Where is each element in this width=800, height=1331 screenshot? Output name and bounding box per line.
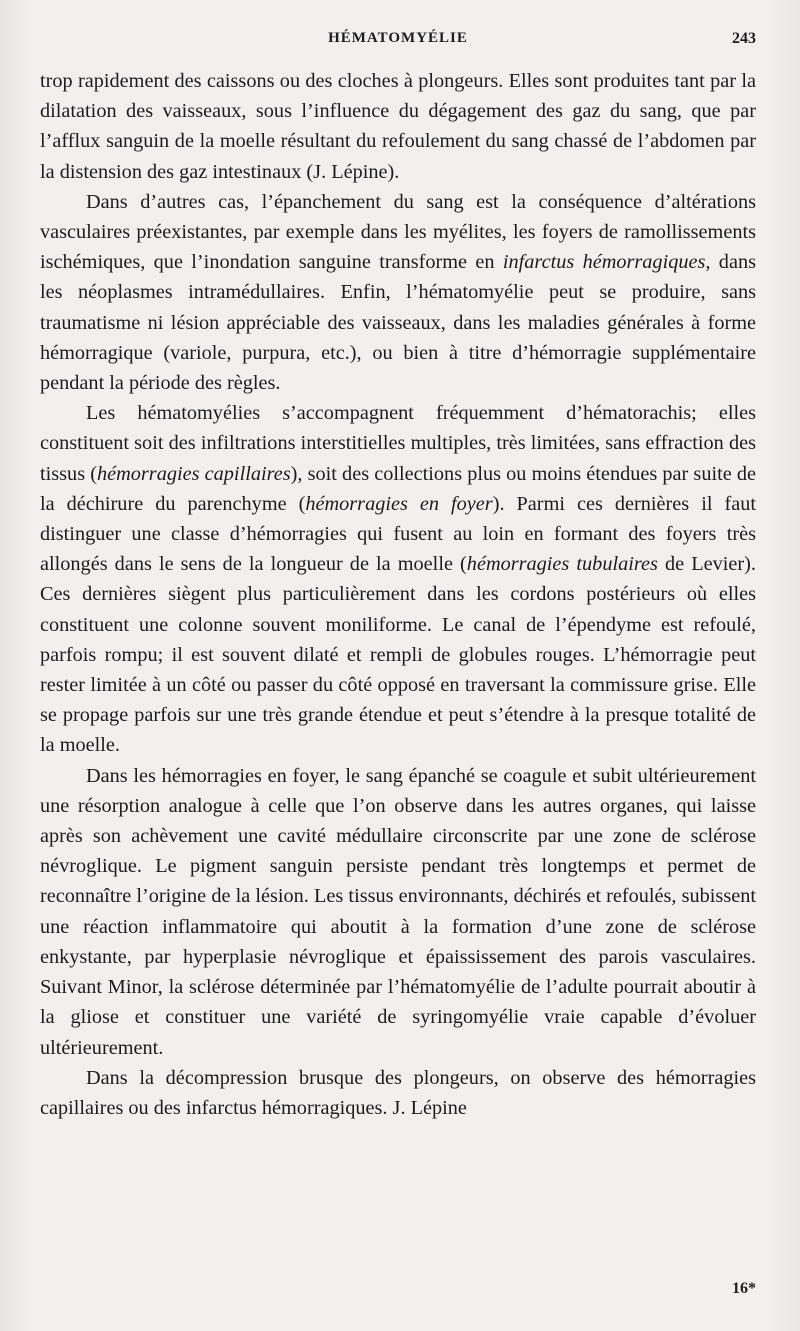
paragraph — [40, 66, 756, 187]
italic-term: infarctus hémorragiques — [502, 251, 706, 274]
page-number: 243 — [732, 30, 756, 47]
text-run: Dans d’autres cas, l’épanchement du sang est la conséquence d’altérations vasculaires préexistantes, par exemple dans les myélites, les foyers de ramollissements ischémiques, que l’inondation sanguine transforme en — [40, 190, 756, 274]
text-run: ). Parmi ces dernières il faut distinguer une classe d’hémorragies qui fusent au loin en formant des foyers très allongés dans le sens de la longueur de la moelle ( — [40, 492, 757, 576]
text-run: de Levier). Ces dernières siègent plus particulièrement dans les cordons postérieurs où elles constituent une colonne souvent moniliforme. Le canal de l’épendyme est refoulé, parfois rompu; il est souvent dilaté et rempli de globules rouges. L’hémorragie peut rester limitée à un côté ou passer du côté opposé en traversant la commissure grise. Elle se propage parfois sur une très grande étendue et peut s’étendre à la presque totalité de la moelle. — [40, 553, 756, 757]
text-run: trop rapidement des caissons ou des cloches à plongeurs. Elles sont produites tant par la dilatation des vaisseaux, sous l’influence du dégagement des gaz du sang, que par l’afflux sanguin de la moelle résultant du refoulement du sang chassé de l’abdomen par la distension des gaz intestinaux (J. Lépine). — [40, 70, 756, 183]
italic-term: hémorragies en foyer — [305, 492, 493, 515]
text-run: Les hématomyélies s’accompagnent fréquemment d’hématorachis; elles constituent soit des infiltrations interstitielles multiples, très limitées, sans effraction des tissus ( — [40, 402, 756, 485]
running-head: HÉMATOMYÉLIE — [328, 30, 468, 46]
text-run: Dans les hémorragies en foyer, le sang épanché se coagule et subit ultérieurement une résorption analogue à celle que l’on observe dans les autres organes, qui laisse après son achèvement une cavité médullaire circonscrite par une zone de sclérose névroglique. Le pigment sanguin persiste pendant très longtemps et permet de reconnaître l’origine de la lésion. Les tissus environnants, déchirés et refoulés, subissent une réaction inflammatoire qui aboutit à la formation d’une zone de sclérose enkystante, par hyperplasie névroglique et épaississement des parois vasculaires. Suivant Minor, la sclérose déterminée par l’hématomyélie de l’adulte pourrait aboutir à la gliose et constituer une variété de syringomyélie vraie capable d’évoluer ultérieurement. — [40, 764, 756, 1059]
body-text — [40, 66, 756, 1123]
text-run: ), soit des collections plus ou moins étendues par suite de la déchirure du parenchyme ( — [40, 462, 757, 515]
italic-term: hémorragies capillaires — [96, 462, 291, 485]
paragraph — [40, 187, 756, 398]
paragraph — [40, 398, 756, 760]
page-header — [40, 30, 756, 54]
paragraph — [40, 761, 756, 1063]
signature-mark: 16* — [732, 1280, 756, 1297]
text-run: , dans les néoplasmes intramédullaires. Enfin, l’hématomyélie peut se produire, sans traumatisme ni lésion appréciable des vaisseaux, dans les maladies générales à forme hémorragique (variole, purpura, etc.), ou bien à titre d’hémorragie supplémentaire pendant la période des règles. — [40, 251, 756, 395]
italic-term: hémorragies tubulaires — [466, 553, 658, 576]
paragraph — [40, 1063, 756, 1123]
text-run: Dans la décompression brusque des plongeurs, on observe des hémorragies capillaires ou des infarctus hémorragiques. J. Lépine — [40, 1066, 756, 1119]
